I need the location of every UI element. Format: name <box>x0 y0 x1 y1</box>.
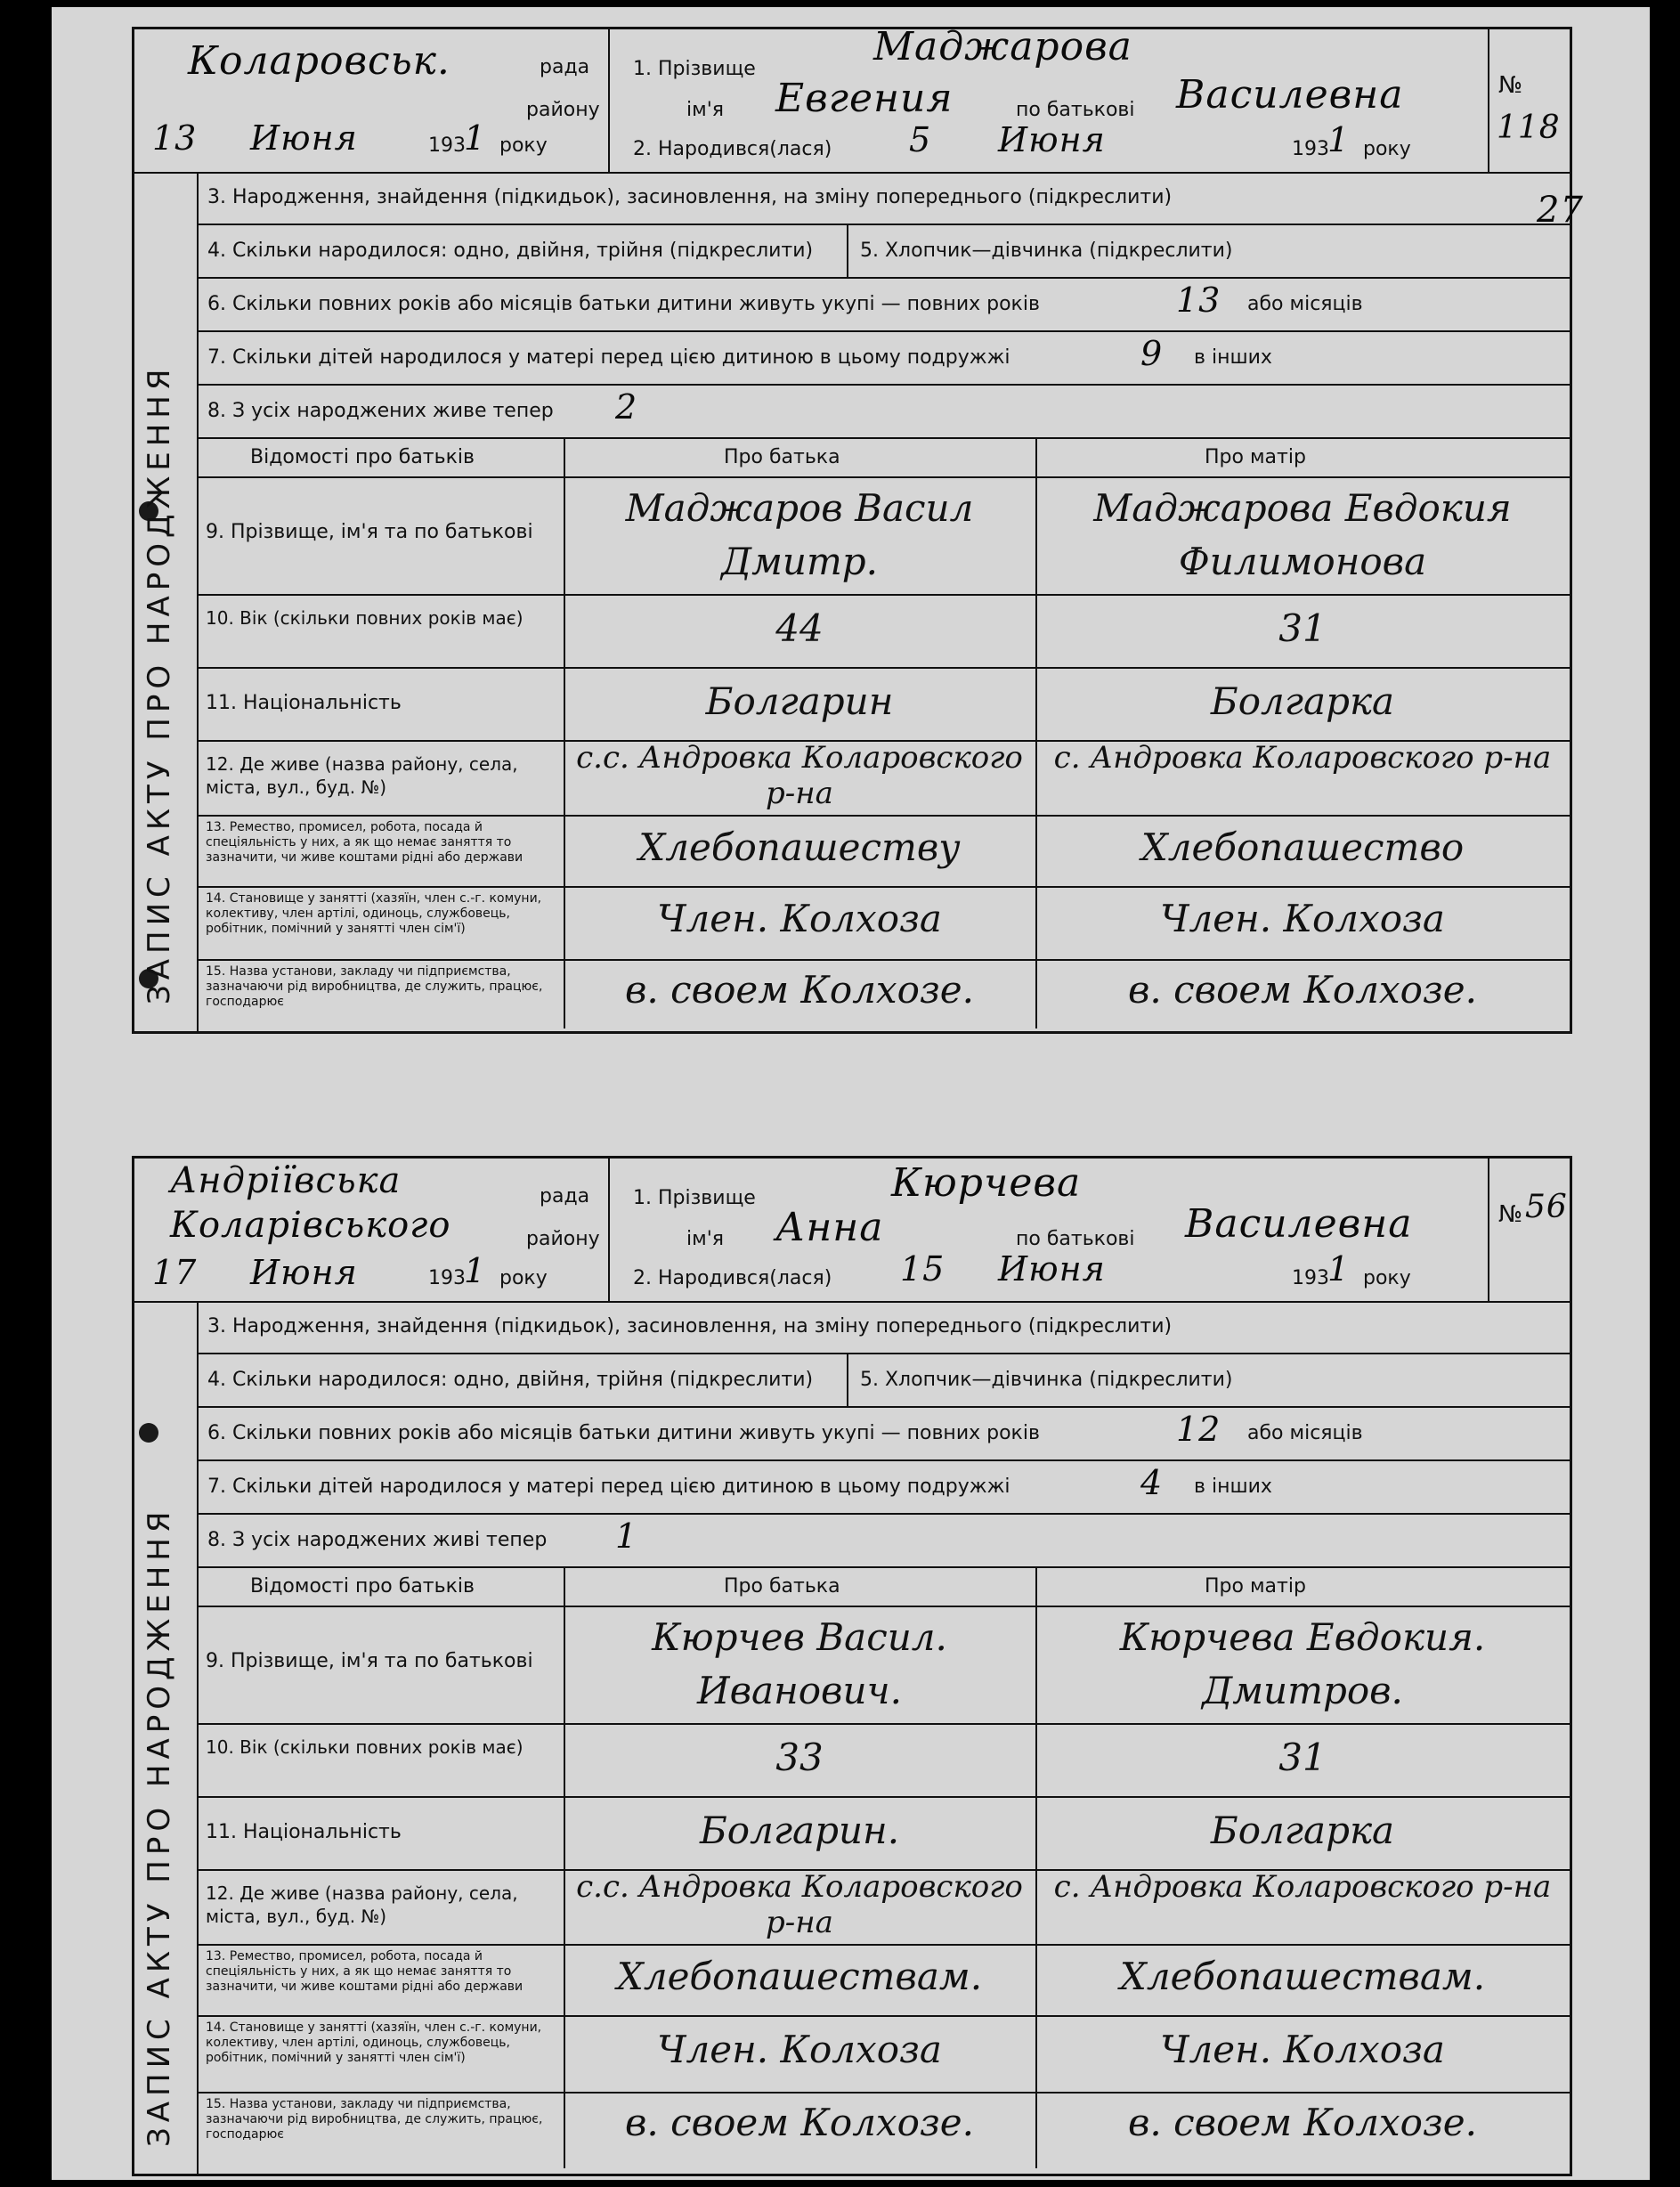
mother-workplace: в. своем Колхозе. <box>1127 2101 1478 2144</box>
number-handwritten: 56 <box>1525 1189 1568 1225</box>
q6-label: 6. Скільки повних років або місяців батьки дитини живуть укупі — повних років <box>207 1422 1040 1444</box>
mother-age: 31 <box>1278 606 1327 650</box>
number-handwritten: 118 <box>1497 110 1561 146</box>
surname-handwritten: Кюрчева <box>891 1160 1082 1206</box>
mother-age: 31 <box>1278 1736 1327 1779</box>
mother-workplace: в. своем Колхозе. <box>1127 968 1478 1012</box>
table-row <box>197 2015 1570 2094</box>
reg-year-print: 193 <box>428 1267 466 1289</box>
table-row <box>197 815 1570 888</box>
table-row <box>197 886 1570 961</box>
reg-month: Июня <box>250 1253 358 1292</box>
rada-label: рада <box>540 56 590 78</box>
q7-value: 4 <box>1140 1463 1164 1502</box>
father-status: Член. Колхоза <box>657 2028 942 2071</box>
row-label: 12. Де живе (назва району, села, міста, вул., буд. №) <box>206 753 518 798</box>
q3-row <box>197 172 1570 225</box>
number-label: № <box>1498 72 1523 99</box>
q6-label: 6. Скільки повних років або місяців батьки дитини живуть укупі — повних років <box>207 293 1040 315</box>
q8-value: 2 <box>615 387 638 427</box>
birth-record-2 <box>132 1156 1572 2176</box>
number-box <box>1488 1159 1570 1301</box>
born-year-hand: 1 <box>1327 120 1351 159</box>
q4-label: 4. Скільки народилося: одно, двійня, трійня (підкреслити) <box>207 240 814 262</box>
patronymic-label: по батькові <box>1016 1228 1135 1250</box>
q7-row <box>197 332 1570 386</box>
surname-label: 1. Прізвище <box>633 58 756 80</box>
record-header <box>134 24 1570 174</box>
name-label: ім'я <box>686 1228 724 1250</box>
district-handwritten: Андріївська Коларівського <box>170 1160 451 1246</box>
name-handwritten: Евгения <box>775 76 954 121</box>
q8-value: 1 <box>615 1516 638 1556</box>
mother-address: с. Андровка Коларовского р-на <box>1053 1869 1552 1905</box>
q6-months-label: або місяців <box>1247 1422 1363 1444</box>
reg-day: 13 <box>152 118 198 158</box>
born-year-label: року <box>1363 138 1411 160</box>
reg-year-hand: 1 <box>464 118 487 158</box>
father-age: 44 <box>775 606 824 650</box>
row-label: 10. Вік (скільки повних років має) <box>206 1736 523 1758</box>
mother-occupation: Хлебопашество <box>1140 825 1465 869</box>
reg-day: 17 <box>152 1253 198 1292</box>
patronymic-handwritten: Василевна <box>1185 1201 1413 1247</box>
mother-occupation: Хлебопашествам. <box>1119 1955 1486 1998</box>
table-row <box>197 594 1570 669</box>
th-info: Відомості про батьків <box>250 1575 475 1598</box>
q6-months-label: або місяців <box>1247 293 1363 315</box>
side-title: ЗАПИС АКТУ ПРО НАРОДЖЕННЯ <box>142 363 177 1004</box>
q5-label: 5. Хлопчик—дівчинка (підкреслити) <box>860 240 1233 262</box>
row-label: 11. Національність <box>206 692 402 714</box>
name-label: ім'я <box>686 99 724 121</box>
row-label: 9. Прізвище, ім'я та по батькові <box>206 521 533 543</box>
rada-label: рада <box>540 1185 590 1207</box>
row-label: 12. Де живе (назва району, села, міста, вул., буд. №) <box>206 1882 518 1927</box>
reg-year-hand: 1 <box>464 1251 487 1290</box>
q4-q5-row <box>197 1354 1570 1408</box>
registry-box <box>134 1159 610 1301</box>
th-father: Про батька <box>724 446 840 468</box>
district-handwritten: Коларовськ. <box>188 38 450 84</box>
surname-label: 1. Прізвище <box>633 1187 756 1209</box>
reg-month: Июня <box>250 118 358 158</box>
surname-handwritten: Маджарова <box>873 24 1132 69</box>
record-header <box>134 1159 1570 1303</box>
margin-note: 27 <box>1537 190 1584 231</box>
q3-row <box>197 1301 1570 1354</box>
father-nationality: Болгарин. <box>699 1809 900 1852</box>
year-label: року <box>499 134 548 157</box>
q8-label: 8. З усіх народжених живе тепер <box>207 400 554 422</box>
rayon-label: району <box>526 1228 600 1250</box>
father-fullname: Кюрчев Васил. Иванович. <box>652 1615 947 1712</box>
row-label: 15. Назва установи, закладу чи підприємства, зазначаючи рід виробництва, де служить, працює, господарює <box>206 2097 543 2142</box>
birth-record-1 <box>132 24 1584 1034</box>
rayon-label: району <box>526 99 600 121</box>
q7-other-label: в інших <box>1194 1476 1272 1498</box>
th-father: Про батька <box>724 1575 840 1598</box>
th-info: Відомості про батьків <box>250 446 475 468</box>
patronymic-label: по батькові <box>1016 99 1135 121</box>
document-page <box>52 7 1650 2180</box>
q6-years: 12 <box>1176 1410 1221 1449</box>
number-box <box>1488 29 1570 172</box>
born-label: 2. Народився(лася) <box>633 138 832 160</box>
side-title-column <box>134 172 199 1031</box>
born-year-print: 193 <box>1292 1267 1329 1289</box>
row-label: 9. Прізвище, ім'я та по батькові <box>206 1650 533 1672</box>
number-label: № <box>1498 1201 1523 1228</box>
born-day: 15 <box>900 1249 946 1289</box>
name-handwritten: Анна <box>775 1205 884 1250</box>
year-label: року <box>499 1267 548 1289</box>
q7-row <box>197 1461 1570 1515</box>
row-label: 13. Ремество, промисел, робота, посада й спеціяльність у них, а як що немає заняття то зазначити, чи живе коштами рідні або держави <box>206 1949 523 1994</box>
born-year-label: року <box>1363 1267 1411 1289</box>
mother-nationality: Болгарка <box>1210 1809 1395 1852</box>
row-label: 14. Становище у занятті (хазяїн, член с.-г. комуни, колективу, член артілі, одиноць, службовець, робітник, помічний у занятті член сім'ї) <box>206 891 542 936</box>
mother-status: Член. Колхоза <box>1160 897 1445 940</box>
table-row <box>197 1944 1570 2017</box>
patronymic-handwritten: Василевна <box>1176 72 1404 118</box>
q5-label: 5. Хлопчик—дівчинка (підкреслити) <box>860 1369 1233 1391</box>
row-label: 10. Вік (скільки повних років має) <box>206 607 523 629</box>
q7-other-label: в інших <box>1194 346 1272 369</box>
reg-year-print: 193 <box>428 134 466 157</box>
father-address: с.с. Андровка Коларовского р-на <box>576 1869 1023 1940</box>
q6-years: 13 <box>1176 280 1221 320</box>
q8-row <box>197 386 1570 439</box>
born-day: 5 <box>909 120 932 159</box>
q7-label: 7. Скільки дітей народилося у матері перед цією дитиною в цьому подружжі <box>207 1476 1010 1498</box>
q8-row <box>197 1515 1570 1568</box>
row-label: 14. Становище у занятті (хазяїн, член с.-г. комуни, колективу, член артілі, одиноць, службовець, робітник, помічний у занятті член сім'ї) <box>206 2020 542 2065</box>
q3-label: 3. Народження, знайдення (підкидьок), засиновлення, на зміну попереднього (підкреслити) <box>207 186 1173 208</box>
row-label: 11. Національність <box>206 1821 402 1843</box>
row-label: 13. Ремество, промисел, робота, посада й спеціяльність у них, а як що немає заняття то зазначити, чи живе коштами рідні або держави <box>206 820 523 865</box>
father-address: с.с. Андровка Коларовского р-на <box>576 740 1023 811</box>
q7-value: 9 <box>1140 334 1164 373</box>
q6-row <box>197 1408 1570 1461</box>
table-row <box>197 476 1570 596</box>
row-label: 15. Назва установи, закладу чи підприємства, зазначаючи рід виробництва, де служить, працює, господарює <box>206 964 543 1009</box>
father-workplace: в. своем Колхозе. <box>624 2101 975 2144</box>
father-status: Член. Колхоза <box>657 897 942 940</box>
father-occupation: Хлебопашествам. <box>616 1955 983 1998</box>
q4-label: 4. Скільки народилося: одно, двійня, трійня (підкреслити) <box>207 1369 814 1391</box>
born-year-print: 193 <box>1292 138 1329 160</box>
table-row <box>197 1606 1570 1725</box>
side-title-column <box>134 1301 199 2174</box>
q4-q5-row <box>197 225 1570 279</box>
mother-status: Член. Колхоза <box>1160 2028 1445 2071</box>
table-row <box>197 1796 1570 1871</box>
registry-box <box>134 29 610 172</box>
mother-fullname: Кюрчева Евдокия. Дмитров. <box>1119 1615 1486 1712</box>
parents-table-header <box>197 439 1570 478</box>
father-occupation: Хлебопашеству <box>638 825 961 869</box>
born-label: 2. Народився(лася) <box>633 1267 832 1289</box>
q8-label: 8. З усіх народжених живі тепер <box>207 1529 548 1551</box>
table-row <box>197 1723 1570 1798</box>
born-year-hand: 1 <box>1327 1249 1351 1289</box>
th-mother: Про матір <box>1205 1575 1306 1598</box>
side-title: ЗАПИС АКТУ ПРО НАРОДЖЕННЯ <box>142 1506 177 2147</box>
q7-label: 7. Скільки дітей народилося у матері перед цією дитиною в цьому подружжі <box>207 346 1010 369</box>
mother-nationality: Болгарка <box>1210 679 1395 723</box>
father-nationality: Болгарин <box>705 679 894 723</box>
mother-fullname: Маджарова Евдокия Филимонова <box>1093 486 1512 583</box>
table-row <box>197 667 1570 742</box>
table-row <box>197 2092 1570 2168</box>
q3-label: 3. Народження, знайдення (підкидьок), засиновлення, на зміну попереднього (підкреслити) <box>207 1315 1173 1337</box>
parents-table-header <box>197 1568 1570 1607</box>
table-row <box>197 959 1570 1028</box>
q6-row <box>197 279 1570 332</box>
father-workplace: в. своем Колхозе. <box>624 968 975 1012</box>
table-row <box>197 740 1570 817</box>
father-age: 33 <box>775 1736 824 1779</box>
born-month: Июня <box>998 120 1106 159</box>
mother-address: с. Андровка Коларовского р-на <box>1053 740 1552 776</box>
th-mother: Про матір <box>1205 446 1306 468</box>
father-fullname: Маджаров Васил Дмитр. <box>625 486 974 583</box>
table-row <box>197 1869 1570 1946</box>
born-month: Июня <box>998 1249 1106 1289</box>
